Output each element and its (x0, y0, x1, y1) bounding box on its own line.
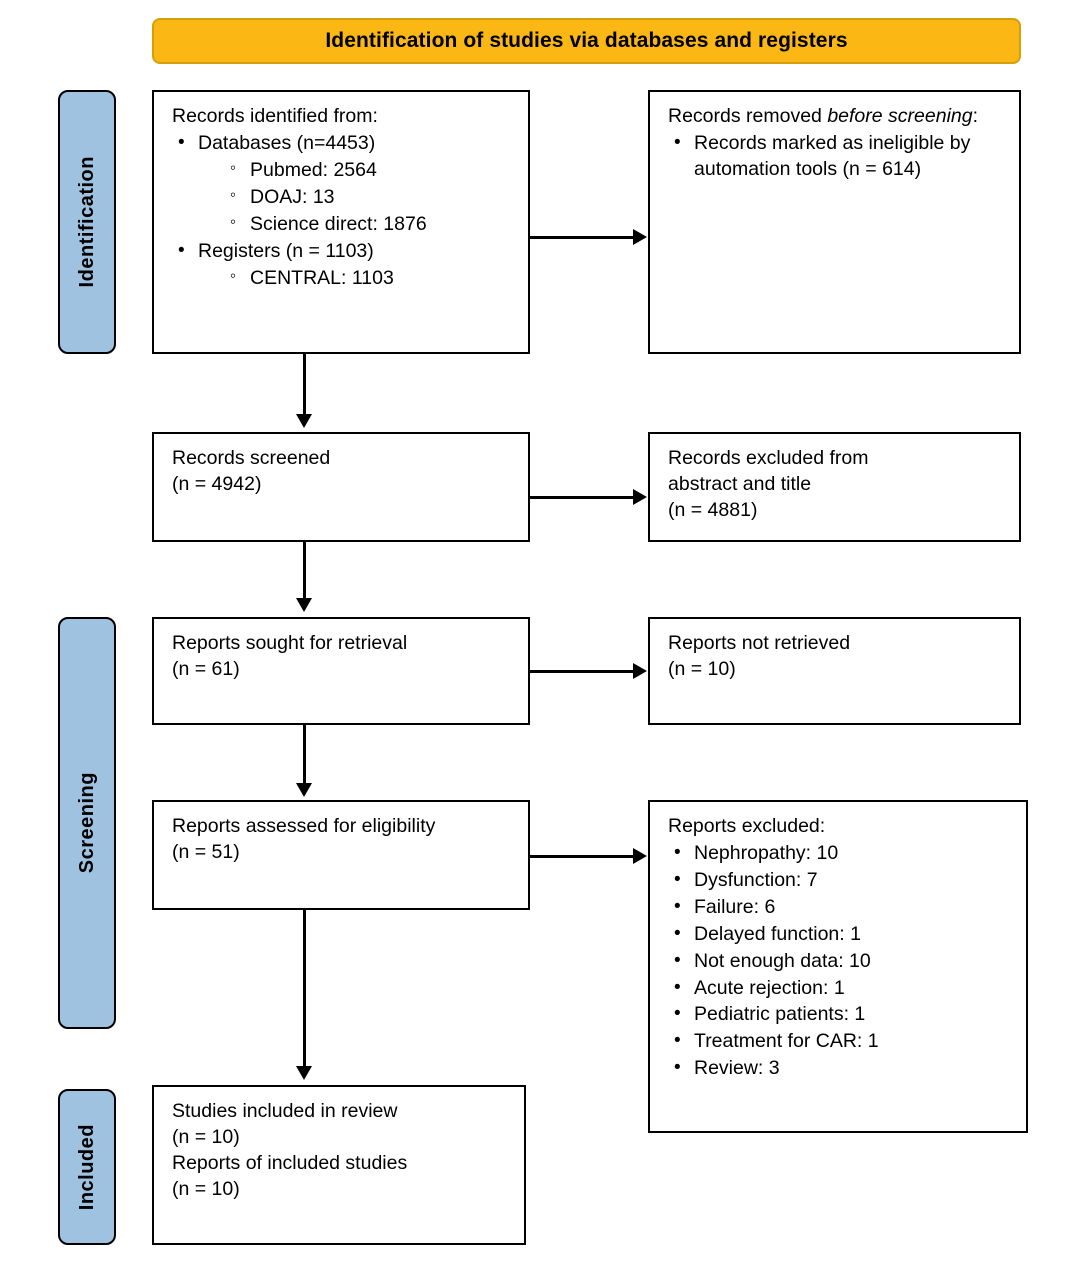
records-identified-heading: Records identified from: (172, 105, 378, 127)
arrow-identified-to-screened-line (303, 354, 306, 416)
list-item: • Pediatric patients: 1 (668, 1002, 1012, 1028)
box-records-excluded (648, 432, 1021, 542)
box-records-screened (152, 432, 530, 542)
records-screened-line1: Records screened (172, 447, 331, 469)
records-removed-heading (668, 104, 1005, 130)
arrow-sought-to-assessed-head (296, 783, 312, 797)
reports-sought-line1: Reports sought for retrieval (172, 632, 408, 654)
arrow-screened-to-excluded-line (530, 496, 634, 499)
records-excluded-line1: Records excluded from (668, 447, 869, 469)
reports-excluded-list (668, 841, 1012, 1082)
studies-included-line1: Studies included in review (172, 1100, 398, 1122)
records-removed-heading-emphasis: before screening (827, 105, 973, 127)
reports-not-retrieved-line1: Reports not retrieved (668, 632, 851, 654)
stage-label-included-text: Included (75, 1123, 98, 1211)
records-excluded-line2: abstract and title (668, 472, 812, 495)
box-records-identified (152, 90, 530, 354)
arrow-assessed-to-included-head (296, 1066, 312, 1080)
arrow-identified-to-removed-line (530, 236, 634, 239)
diagram-title: Identification of studies via databases and registers (325, 29, 848, 52)
records-identified-databases-label: Databases (n=4453) (198, 131, 376, 154)
records-identified-list (172, 131, 514, 292)
reports-assessed-line1: Reports assessed for eligibility (172, 815, 436, 837)
records-removed-heading-tail: : (972, 105, 979, 127)
box-reports-excluded (648, 800, 1028, 1133)
box-studies-included (152, 1085, 526, 1245)
list-item: ◦ Science direct: 1876 (198, 212, 514, 238)
records-screened-line2: (n = 4942) (172, 472, 262, 495)
records-identified-registers-label: Registers (n = 1103) (198, 239, 374, 262)
box-reports-not-retrieved (648, 617, 1021, 725)
list-item: ◦ DOAJ: 13 (198, 185, 514, 211)
box-reports-sought (152, 617, 530, 725)
list-item: ◦ CENTRAL: 1103 (198, 266, 514, 292)
box-reports-assessed (152, 800, 530, 910)
list-item (172, 131, 514, 238)
records-removed-list (668, 131, 1005, 183)
list-item: • Nephropathy: 10 (668, 841, 1012, 867)
arrow-sought-to-notretrieved-head (633, 663, 647, 679)
reports-assessed-line2: (n = 51) (172, 840, 240, 863)
arrow-assessed-to-excluded-head (633, 848, 647, 864)
records-removed-heading-lead: Records removed (668, 105, 828, 127)
stage-label-screening-text: Screening (75, 772, 98, 874)
studies-included-line3: Reports of included studies (172, 1151, 408, 1174)
studies-included-line2: (n = 10) (172, 1125, 240, 1148)
list-item (172, 239, 514, 292)
arrow-assessed-to-included-line (303, 910, 306, 1068)
arrow-identified-to-screened-head (296, 414, 312, 428)
arrow-sought-to-notretrieved-line (530, 670, 634, 673)
list-item: • Records marked as ineligible by automation tools (n = 614) (668, 131, 1005, 183)
records-excluded-line3: (n = 4881) (668, 498, 758, 521)
stage-label-screening (58, 617, 116, 1029)
arrow-assessed-to-excluded-line (530, 855, 634, 858)
arrow-screened-to-sought-line (303, 542, 306, 600)
list-item: • Failure: 6 (668, 895, 1012, 921)
stage-label-identification (58, 90, 116, 354)
list-item: • Delayed function: 1 (668, 922, 1012, 948)
reports-not-retrieved-line2: (n = 10) (668, 657, 736, 680)
arrow-screened-to-sought-head (296, 598, 312, 612)
list-item: • Treatment for CAR: 1 (668, 1029, 1012, 1055)
list-item: • Review: 3 (668, 1056, 1012, 1082)
records-identified-registers-sublist (198, 266, 514, 292)
list-item: ◦ Pubmed: 2564 (198, 158, 514, 184)
box-records-removed (648, 90, 1021, 354)
reports-excluded-heading: Reports excluded: (668, 815, 826, 837)
list-item: • Dysfunction: 7 (668, 868, 1012, 894)
records-identified-databases-sublist (198, 158, 514, 238)
arrow-sought-to-assessed-line (303, 725, 306, 785)
studies-included-line4: (n = 10) (172, 1177, 240, 1200)
arrow-identified-to-removed-head (633, 229, 647, 245)
reports-sought-line2: (n = 61) (172, 657, 240, 680)
list-item: • Not enough data: 10 (668, 949, 1012, 975)
list-item: • Acute rejection: 1 (668, 976, 1012, 1002)
diagram-title-banner (152, 18, 1021, 64)
stage-label-included (58, 1089, 116, 1245)
arrow-screened-to-excluded-head (633, 489, 647, 505)
stage-label-identification-text: Identification (75, 156, 98, 288)
